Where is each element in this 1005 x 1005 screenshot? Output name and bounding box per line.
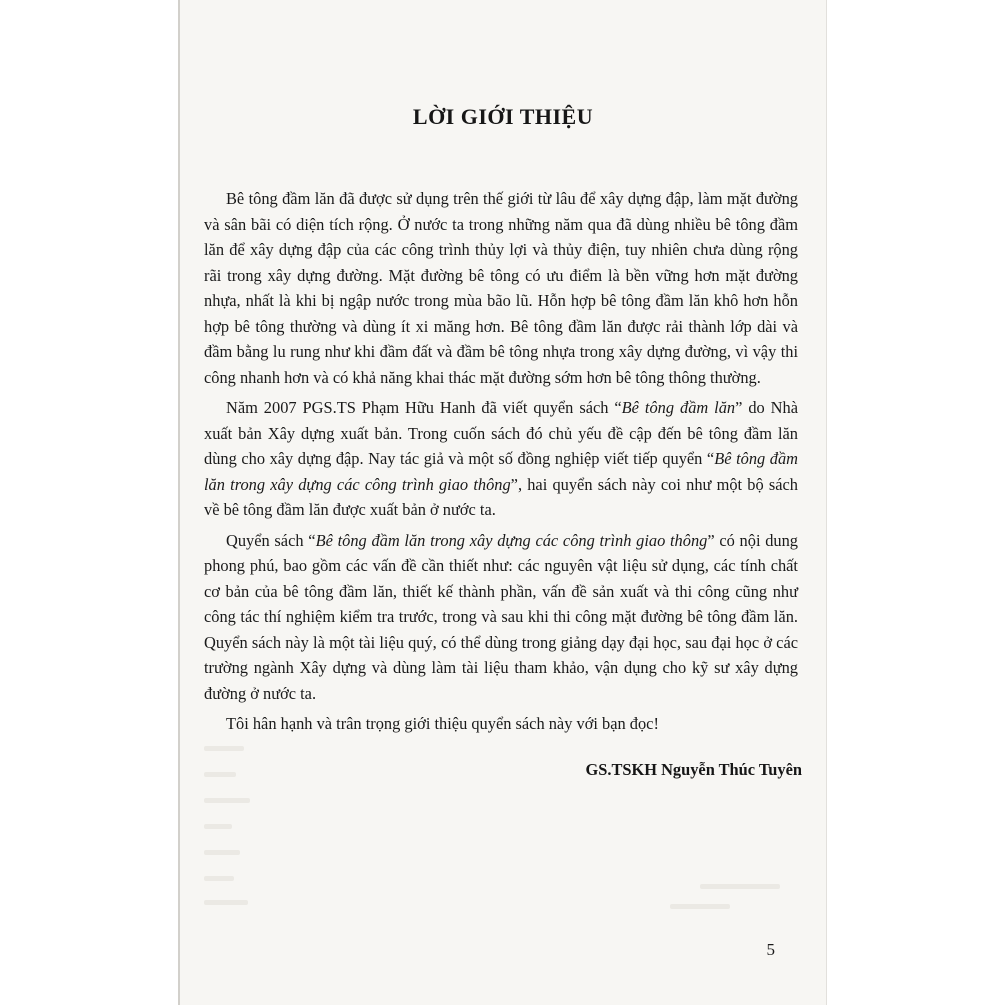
page-title: LỜI GIỚI THIỆU bbox=[412, 104, 594, 129]
text-run: ” có nội dung phong phú, bao gồm các vấn đề cần thiết như: các nguyên vật liệu sử dụng, các tính chất cơ bản của bê tông đầm lăn, thiết kế thành phần, vấn đề sản xuất và thi công cũng như công tác thí nghiệm kiểm tra trước, trong và sau khi thi công mặt đường bê tông đầm lăn. Quyển sách này là một tài liệu quý, có thể dùng trong giảng dạy đại học, sau đại học ở các trường ngành Xây dựng và dùng làm tài liệu tham khảo, vận dụng cho kỹ sư xây dựng đường ở nước ta. bbox=[204, 530, 799, 703]
text-run: Quyển sách “ bbox=[226, 530, 316, 550]
text-run: ” do Nhà xuất bản Xây dựng xuất bản. Trong cuốn sách đó chủ yếu đề cập đến bê tông đầm lăn dùng cho xây dựng đập. Nay tác giả và một số đồng nghiệp viết tiếp quyển “ bbox=[204, 398, 798, 468]
signature: GS.TSKH Nguyễn Thúc Tuyên bbox=[585, 760, 802, 779]
book-title-italic: Bê tông đầm lăn trong xây dựng các công trình giao thông bbox=[204, 449, 798, 494]
paragraph bbox=[204, 186, 798, 390]
text-run: Năm 2007 PGS.TS Phạm Hữu Hanh đã viết quyển sách “ bbox=[226, 398, 622, 417]
text-run: Bê tông đầm lăn đã được sử dụng trên thế giới từ lâu để xây dựng đập, làm mặt đường và sân bãi có diện tích rộng. Ở nước ta trong những năm qua đã dùng nhiều bê tông đầm lăn để xây dựng đập của các công trình thủy lợi và thủy điện, tuy nhiên chưa dùng rộng rãi trong xây dựng đường. Mặt đường bê tông có ưu điểm là bền vững hơn mặt đường nhựa, nhất là khi bị ngập nước trong mùa bão lũ. Hỗn hợp bê tông đầm lăn khô hơn hỗn hợp bê tông thường và dùng ít xi măng hơn. Bê tông đầm lăn được rải thành lớp dài và đầm bằng lu rung như khi đầm đất và đầm bê tông nhựa trong xây dựng đường, vì vậy thi công nhanh hơn và có khả năng khai thác mặt đường sớm hơn bê tông thông thường. bbox=[204, 189, 798, 387]
body-text bbox=[204, 186, 798, 737]
book-page bbox=[178, 0, 827, 1005]
text-run: Tôi hân hạnh và trân trọng giới thiệu quyển sách này với bạn đọc! bbox=[226, 714, 659, 733]
paragraph bbox=[204, 711, 798, 737]
text-run: ”, hai quyển sách này coi như một bộ sách về bê tông đầm lăn được xuất bản ở nước ta. bbox=[204, 474, 798, 519]
book-title-italic: Bê tông đầm lăn trong xây dựng các công trình giao thông bbox=[315, 530, 708, 550]
book-title-italic: Bê tông đầm lăn bbox=[621, 398, 736, 417]
paragraph bbox=[204, 395, 798, 523]
page-number: 5 bbox=[766, 940, 775, 959]
paragraph bbox=[204, 528, 798, 707]
